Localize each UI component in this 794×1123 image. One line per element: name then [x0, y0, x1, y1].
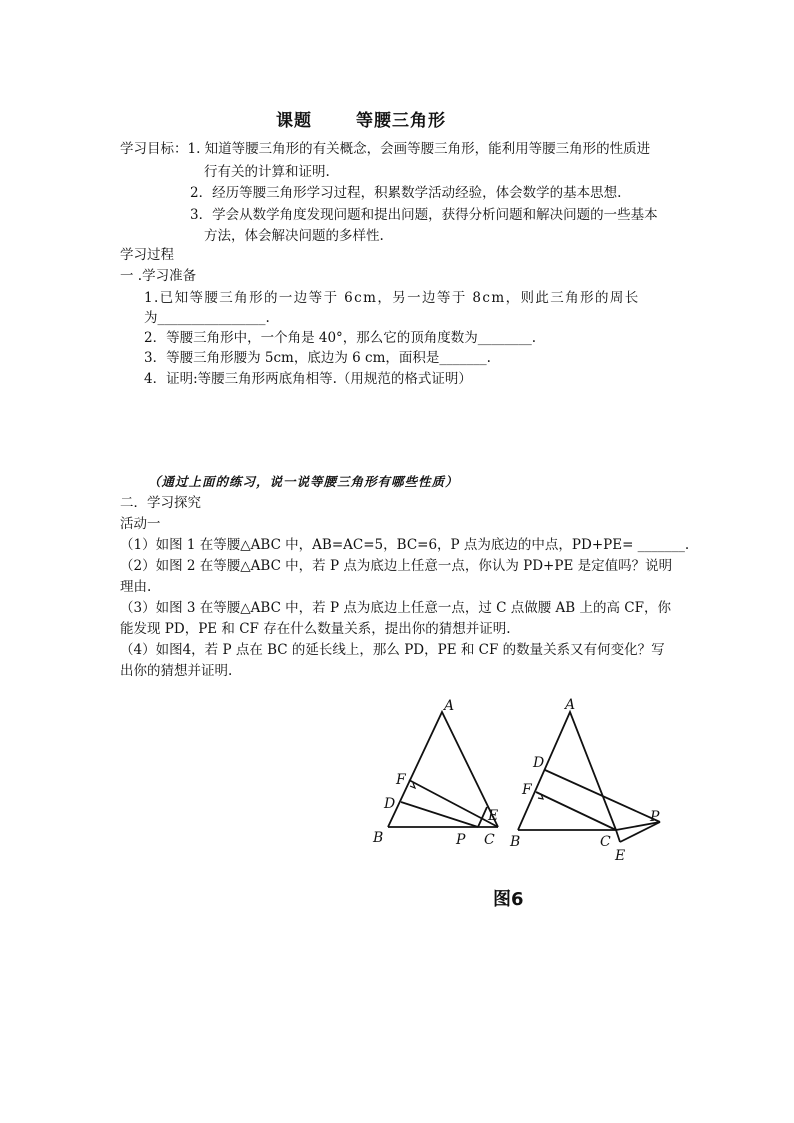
goal-3a: 3．学会从数学角度发现问题和提出问题，获得分析问题和解决问题的一些基本 [190, 207, 658, 223]
property-hint: （通过上面的练习，说一说等腰三角形有哪些性质） [148, 474, 459, 489]
left-label-b: B [373, 830, 384, 846]
right-label-d: D [533, 755, 545, 771]
left-label-d: D [384, 796, 396, 812]
question-4a: （4）如图4，若 P 点在 BC 的延长线上，那么 PD，PE 和 CF 的数量关系又有何变化？写 [120, 642, 665, 658]
question-3a: （3）如图 3 在等腰△ABC 中，若 P 点为底边上任意一点，过 C 点做腰 AB 上的高 CF，你 [120, 600, 672, 616]
activity-heading: 活动一 [120, 516, 161, 532]
left-label-e: E [488, 808, 499, 824]
left-triangle [388, 712, 498, 827]
left-label-f: F [396, 772, 406, 788]
right-label-e: E [615, 848, 626, 864]
goal-1b: 行有关的计算和证明. [204, 164, 330, 180]
prep-2: 2．等腰三角形中，一个角是 40°，那么它的顶角度数为________. [144, 330, 537, 346]
prep-3: 3．等腰三角形腰为 5cm，底边为 6 cm，面积是_______. [144, 350, 491, 366]
goals-lead: 学习目标： [120, 141, 188, 157]
right-label-p: P [650, 809, 660, 825]
goals-line-1 [120, 139, 650, 159]
right-labels [509, 697, 660, 864]
right-label-b: B [510, 834, 521, 850]
prep-1b: 为________________. [144, 310, 270, 326]
prep-heading: 一 .学习准备 [120, 268, 197, 284]
goal-1a: 1. 知道等腰三角形的有关概念，会画等腰三角形，能利用等腰三角形的性质进 [187, 141, 651, 157]
question-3b: 能发现 PD，PE 和 CF 存在什么数量关系，提出你的猜想并证明. [120, 621, 511, 637]
right-label-c: C [600, 834, 611, 850]
explore-heading: 二．学习探究 [120, 495, 201, 511]
process-heading: 学习过程 [120, 247, 174, 263]
page-title [276, 106, 446, 131]
question-1: （1）如图 1 在等腰△ABC 中，AB=AC=5，BC=6，P 点为底边的中点，PD+PE= _______. [120, 537, 690, 553]
triangles-svg [360, 690, 680, 870]
right-label-a: A [565, 697, 576, 713]
question-2a: （2）如图 2 在等腰△ABC 中，若 P 点为底边上任意一点，你认为 PD+PE 是定值吗？说明 [120, 558, 673, 574]
left-label-a: A [444, 698, 455, 714]
geometry-figure [360, 690, 680, 874]
right-label-f: F [522, 782, 532, 798]
goal-2: 2．经历等腰三角形学习过程，积累数学活动经验，体会数学的基本思想. [190, 185, 622, 201]
question-2b: 理由. [120, 579, 152, 595]
left-label-p: P [456, 832, 466, 848]
prep-4: 4．证明:等腰三角形两底角相等.（用规范的格式证明） [144, 371, 472, 387]
title-label: 课题 [276, 111, 312, 131]
goal-3b: 方法，体会解决问题的多样性. [204, 228, 384, 244]
right-triangle [518, 712, 660, 842]
prep-1a: 1.已知等腰三角形的一边等于 6cm，另一边等于 8cm，则此三角形的周长 [144, 290, 640, 306]
figure-caption: 图6 [493, 889, 524, 910]
title-topic: 等腰三角形 [356, 111, 446, 131]
left-label-c: C [484, 832, 495, 848]
question-4b: 出你的猜想并证明. [120, 663, 233, 679]
